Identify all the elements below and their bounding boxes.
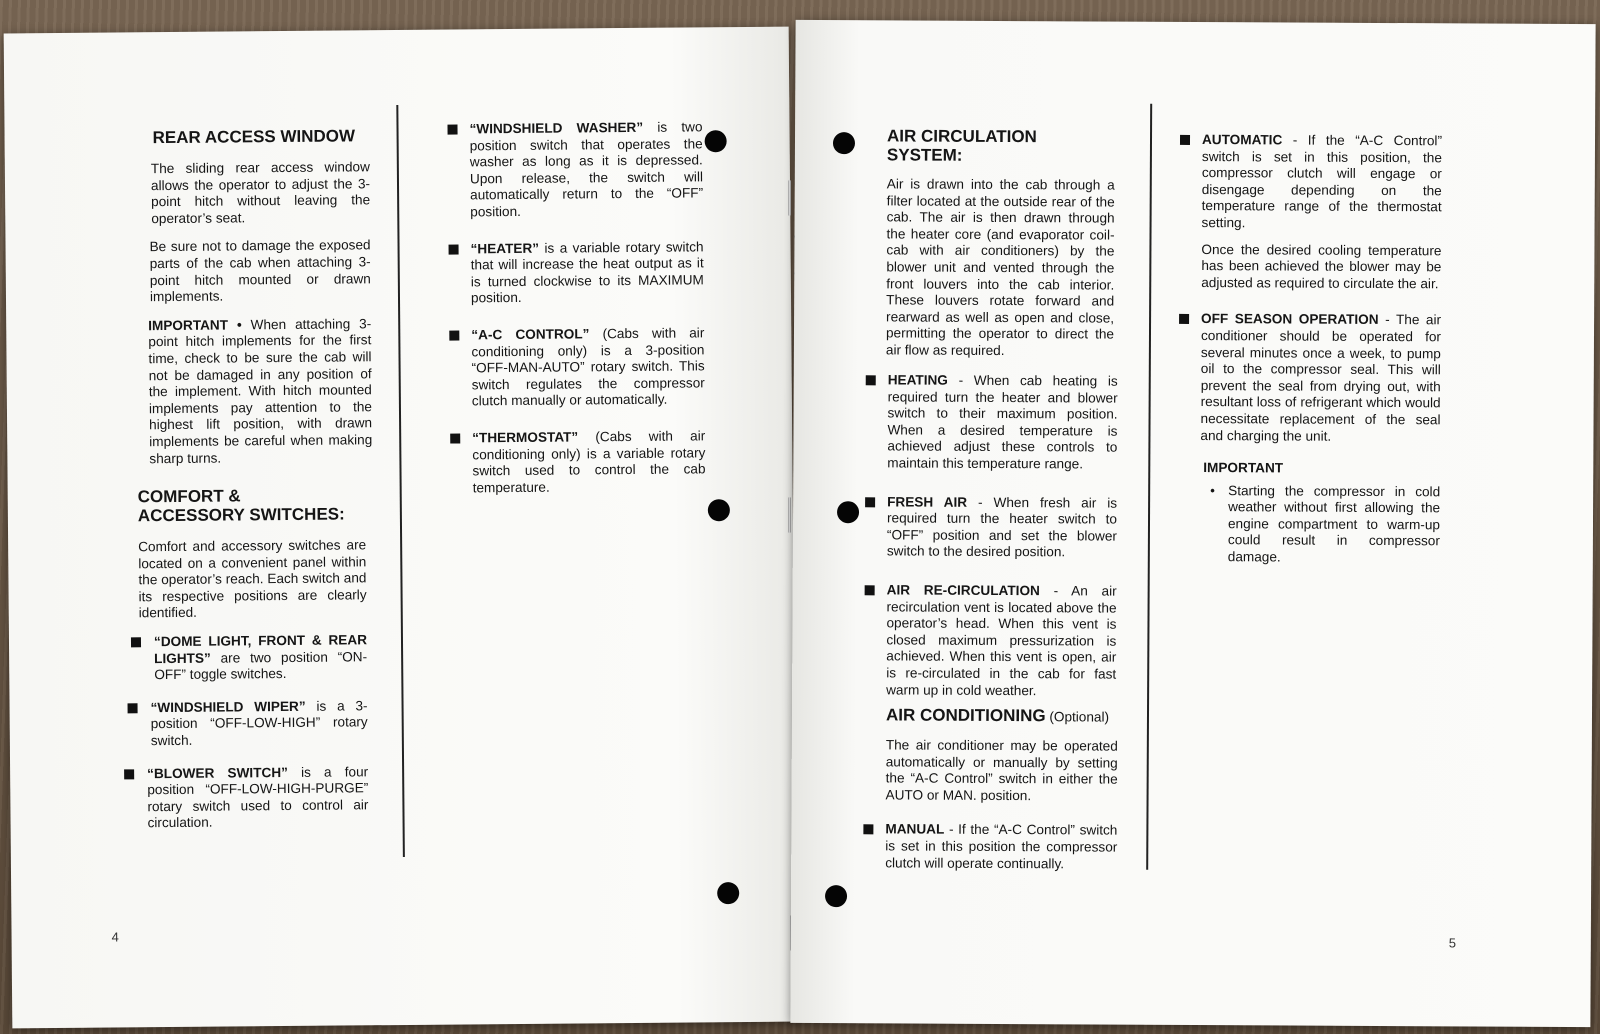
list-item-heating bbox=[865, 372, 1118, 473]
punch-hole bbox=[708, 499, 730, 521]
page-number-right: 5 bbox=[1448, 935, 1457, 951]
important-text: When attaching 3-point hitch implements for the first time, check to be sure the cab will not be damaged in any position of the implement. With hitch mounted implements pay attention to the highest lift position, with drawn implements be careful when making sharp turns. bbox=[148, 315, 373, 466]
air-circulation-p1: Air is drawn into the cab through a filter located at the outside rear of the cab. The air is then drawn through the heater core (and evaporator coil-cab with air conditioners) by the blower unit and vented through the front louvers into the cab interior. These louvers rotate forward and rearward as well as open and close, permitting the operator to direct the air flow as required. bbox=[885, 176, 1115, 358]
item-label: “WINDSHIELD WIPER” bbox=[150, 698, 306, 715]
bullet-square-icon bbox=[450, 433, 460, 443]
list-item-manual bbox=[863, 822, 1117, 873]
comfort-section bbox=[138, 485, 369, 848]
item-label: FRESH AIR bbox=[887, 493, 968, 510]
page-number-left: 4 bbox=[111, 929, 119, 945]
list-item-off-season bbox=[1178, 311, 1441, 445]
item-text: is a four position “OFF-LOW-HIGH-PURGE” rotary switch used to control air circulation. bbox=[147, 763, 369, 831]
item-text: - When cab heating is required turn the heater and blower switch to their maximum position. When a desired temperature is achieved adjust these controls to maintain this temperature range. bbox=[887, 372, 1118, 472]
list-item-ac-control bbox=[449, 325, 705, 410]
item-text: - The air conditioner should be operated for several minutes once a week, to pump oil to the compressor seal. This will prevent the seal from drying out, with resultant loss of refrigerant which would necessitate replacement of the seal and charging the unit. bbox=[1200, 312, 1442, 444]
item-text: - When fresh air is required turn the heater switch to “OFF” position and set the blower switch to the desired position. bbox=[886, 494, 1118, 560]
comfort-heading: COMFORT & ACCESSORY SWITCHES: bbox=[137, 486, 345, 526]
bullet-square-icon bbox=[449, 244, 459, 254]
staple bbox=[788, 497, 791, 533]
item-text: (Cabs with air conditioning only) is a 3-position “OFF-MAN-AUTO” rotary switch. This switch regulates the compressor clutch manually or automatically. bbox=[471, 325, 705, 409]
left-page bbox=[4, 27, 798, 1029]
air-conditioning-heading bbox=[886, 705, 1118, 726]
punch-hole bbox=[825, 885, 847, 907]
item-label: “DOME LIGHT, FRONT & REAR LIGHTS” bbox=[153, 632, 368, 666]
important-label: IMPORTANT bbox=[148, 317, 229, 333]
list-item-fresh-air bbox=[865, 494, 1117, 562]
air-conditioning-p1: The air conditioner may be operated automatically or manually by setting the “A-C Control” switch in either the AUTO or MAN. position. bbox=[885, 737, 1118, 803]
left-column-2 bbox=[447, 119, 705, 512]
item-label: “BLOWER SWITCH” bbox=[147, 764, 288, 781]
important-bullet: • Starting the compressor in cold weather without first allowing the engine compartment to warm-up could result in compressor damage. bbox=[1228, 483, 1440, 567]
rear-access-heading: REAR ACCESS WINDOW bbox=[152, 126, 356, 148]
punch-hole bbox=[705, 130, 727, 152]
comfort-p1: Comfort and accessory switches are located on a convenient panel within the operator’s reach. Each switch and its respective positions are clearly identified. bbox=[138, 537, 367, 621]
staple bbox=[788, 180, 791, 216]
punch-hole bbox=[837, 501, 859, 523]
list-item-windshield-washer bbox=[447, 119, 703, 221]
list-item-windshield-wiper bbox=[127, 698, 367, 750]
rear-access-p2: Be sure not to damage the exposed parts of the cab when attaching 3-point hitch mounted or drawn implements. bbox=[149, 237, 371, 305]
bullet-square-icon bbox=[131, 637, 141, 647]
list-item-thermostat bbox=[450, 428, 706, 497]
punch-hole bbox=[833, 132, 855, 154]
automatic-p2: Once the desired cooling temperature has been achieved the blower may be adjusted as required to circulate the air. bbox=[1201, 241, 1442, 292]
item-label: HEATING bbox=[887, 372, 948, 388]
item-text: (Cabs with air conditioning only) is a variable rotary switch used to control the cab temperature. bbox=[472, 428, 706, 496]
rear-access-important bbox=[148, 316, 372, 467]
bullet-square-icon bbox=[865, 497, 875, 507]
right-page bbox=[790, 20, 1595, 1027]
item-label: AUTOMATIC bbox=[1201, 132, 1283, 148]
bullet-square-icon bbox=[447, 124, 457, 134]
right-column-divider bbox=[1146, 104, 1152, 870]
item-text: - If the “A-C Control” switch is set in this position, the compressor clutch will engage or disengage depending on the temperature range of the thermostat setting. bbox=[1201, 132, 1443, 231]
bullet-square-icon bbox=[1180, 135, 1190, 145]
list-item-heater bbox=[449, 239, 705, 308]
bullet-square-icon bbox=[865, 585, 875, 595]
rear-access-p1: The sliding rear access window allows the operator to adjust the 3-point hitch without leaving the operator’s seat. bbox=[150, 159, 371, 226]
item-text: is a variable rotary switch that will increase the heat output as it is turned clockwise to its MAXIMUM position. bbox=[470, 238, 704, 306]
bullet-square-icon bbox=[124, 769, 134, 779]
important-sep: • bbox=[227, 317, 251, 333]
item-label: “THERMOSTAT” bbox=[472, 429, 579, 446]
item-text: are two position “ON-OFF” toggle switches. bbox=[154, 648, 368, 683]
bullet-square-icon bbox=[866, 375, 876, 385]
left-column-1 bbox=[145, 126, 373, 479]
bullet-square-icon bbox=[449, 330, 459, 340]
ac-heading-note: (Optional) bbox=[1045, 709, 1110, 725]
important-list bbox=[1178, 483, 1440, 567]
item-label: “WINDSHIELD WASHER” bbox=[469, 119, 644, 137]
item-text: is a 3-position “OFF-LOW-HIGH” rotary switch. bbox=[150, 698, 368, 749]
air-conditioning-section bbox=[885, 705, 1118, 888]
ac-heading-text: AIR CONDITIONING bbox=[885, 705, 1046, 726]
bullet-square-icon bbox=[863, 825, 873, 835]
bullet-square-icon bbox=[1179, 314, 1189, 324]
item-label: AIR RE-CIRCULATION bbox=[886, 582, 1040, 599]
list-item-automatic bbox=[1180, 132, 1443, 233]
important-heading: IMPORTANT bbox=[1203, 460, 1284, 476]
item-text: is two position switch that operates the washer as long as it is depressed. Upon release, the switch will automatically return to the “OFF” position. bbox=[469, 119, 704, 220]
air-circulation-heading: AIR CIRCULATION SYSTEM: bbox=[886, 126, 1037, 165]
item-label: “HEATER” bbox=[470, 240, 540, 256]
item-text: - An air recirculation vent is located above the operator’s head. When this vent is closed maximum pressurization is achieved. When this vent is open, air is re-circulated in the cab for fast warm up in cold weather. bbox=[886, 583, 1117, 698]
list-item-dome-light bbox=[131, 632, 367, 684]
right-column-2 bbox=[1178, 132, 1442, 567]
list-item-air-recirculation bbox=[864, 582, 1117, 699]
item-text: - If the “A-C Control” switch is set in this position the compressor clutch will operate continually. bbox=[885, 822, 1118, 871]
item-label: MANUAL bbox=[885, 821, 945, 838]
right-column-1-items bbox=[864, 372, 1118, 715]
right-column-1 bbox=[886, 126, 1115, 372]
punch-hole bbox=[717, 882, 739, 904]
bullet-square-icon bbox=[128, 703, 138, 713]
item-label: OFF SEASON OPERATION bbox=[1201, 311, 1379, 328]
item-label: “A-C CONTROL” bbox=[471, 326, 590, 343]
left-column-divider bbox=[396, 105, 404, 857]
list-item-blower-switch bbox=[124, 764, 369, 833]
